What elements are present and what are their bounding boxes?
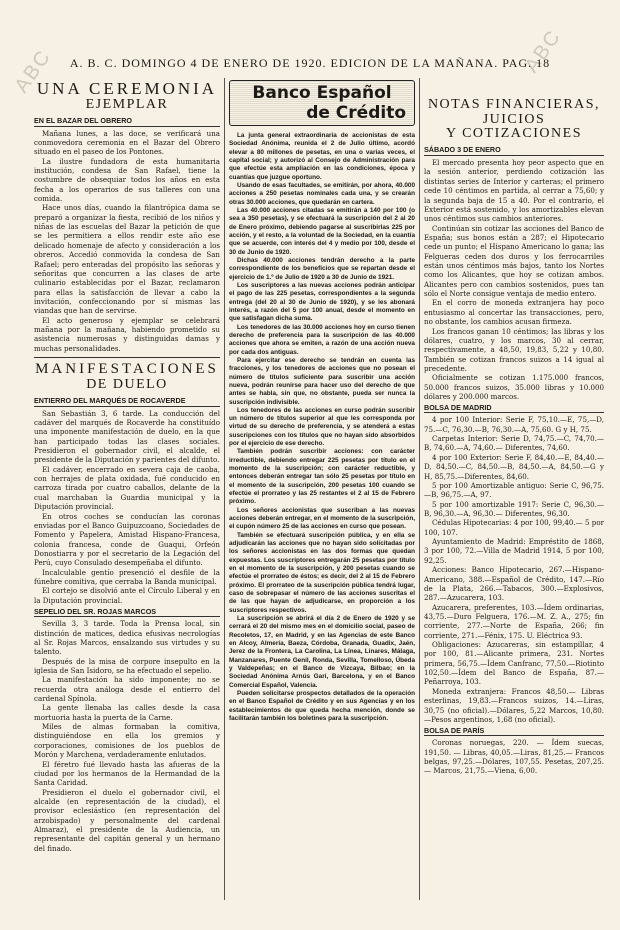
paragraph: Continúan sin cotizar las acciones del Banco de España; sus bonos están a 287; el Hipotecario cede un punto; el Hispano Americano lo gana; las Felgueras ceden dos duros y los ferrocarriles están unos céntimos más bajos, tanto los Nortes como los Alicantes, que hoy se cotizan ambos. Alicantes pero con cambios sostenidos, pues tan sólo el Norte consigue ventaja de medio entero.: [424, 223, 604, 299]
paragraph: Usando de esas facultades, se emitirán, por ahora, 40.000 acciones a 250 pesetas nominales cada una, y se crearán otras 30.000 acciones, que quedarán en cartera.: [229, 181, 415, 206]
paragraph: Obligaciones: Azucareras, sin estampillar, 4 por 100, 81.—Alicante primera, 231. Nortes primera, 56,75.—Ídem Canfranc, 77,50.—Riotinto 102,50.—Ídem del Banco de España, 87.—Peñarroya, 103.: [424, 640, 604, 687]
paragraph: Los francos ganan 10 céntimos; las libras y los dólares, cuatro, y los marcos, 30 al cerrar, respectivamente, a 48,50, 19,83, 5,22 y 10,80. También se cotizan francos suizos a 14 igual al precedente.: [424, 326, 604, 373]
notas-body: [424, 158, 604, 401]
page-header: A. B. C. DOMINGO 4 DE ENERO DE 1920. EDICION DE LA MAÑANA. PAG. 18: [69, 56, 551, 70]
bolsa-paris-body: [424, 738, 604, 775]
duelo-headline: MANIFESTACIONES: [35, 361, 219, 378]
column-rule-2: [419, 78, 420, 900]
banner-line-1: Banco Español: [252, 83, 392, 103]
paragraph: En otros coches se conducían las coronas enviadas por el Banco Guipuzcoano, Sociedades de Fomento y Papelera, Amistad Hispano-Francesa, colonia francesa, conde de Guaqui, Orfeón Donostiarra y por el secretario de la Legación del Perú, cuyo Consulado desempeñaba el difunto.: [34, 511, 220, 568]
watermark-right: ABC: [520, 25, 566, 77]
cotizaciones-headline: Y COTIZACIONES: [446, 126, 582, 142]
sepelio-subhead: SEPELIO DEL SR. ROJAS MARCOS: [34, 607, 220, 617]
paragraph: Después de la misa de corpore insepulto en la iglesia de San Isidoro, se ha efectuado el sepelio.: [34, 656, 220, 675]
paragraph: El acto generoso y ejemplar se celebrará mañana por la mañana, habiendo prometido su asistencia numerosas y distinguidas damas y muchas personalidades.: [34, 315, 220, 353]
entierro-body: [34, 409, 220, 606]
paragraph: 5 por 100 Amortizable antiguo: Serie C, 96,75.—B, 96,75.—A, 97.: [424, 480, 604, 500]
banco-banner: [229, 80, 415, 126]
paragraph: Mañana lunes, a las doce, se verificará una conmovedora ceremonia en el Bazar del Obrero situado en el paseo de los Pontones.: [34, 128, 220, 157]
ceremonia-headline-2: EJEMPLAR: [85, 96, 169, 112]
paragraph: Los tenedores de las 30.000 acciones hoy en curso tienen derecho de preferencia para la suscripción de las 40.000 acciones que ahora se emiten, a razón de una acción nueva por cada dos antiguas.: [229, 323, 415, 356]
bolsa-madrid-subhead: BOLSA DE MADRID: [424, 403, 604, 413]
juicios-headline: JUICIOS: [482, 111, 546, 127]
paragraph: Pueden solicitarse prospectos detallados de la operación en el Banco Español de Crédito y en sus Agencias y en los establecimientos de que queda hecha mención, donde se facilitarán también los boletines para la suscripción.: [229, 689, 415, 722]
sepelio-body: [34, 619, 220, 853]
duelo-headline-2: DE DUELO: [86, 376, 168, 392]
divider: [34, 357, 220, 358]
banner-line-2: de Crédito: [306, 103, 406, 123]
column-rule-1: [224, 78, 225, 900]
paragraph: Azucarera, preferentes, 103.—Ídem ordinarias, 43,75.—Duro Felguera, 176.—M. Z. A., 275; fin corriente, 277.—Norte de España, 266; fin corriente, 271.—Fénix, 175. U. Eléctrica 93.: [424, 602, 604, 640]
bolsa-paris-subhead: BOLSA DE PARÍS: [424, 726, 604, 736]
paragraph: La junta general extraordinaria de accionistas de esta Sociedad Anónima, reunida el 2 de Julio último, acordó elevar a 80 millones de pesetas, en una o varias veces, el capital social; y autorizó al Consejo de Administración para que efectúe esta ampliación en las condiciones, época y cuantías que juzgue oportuno.: [229, 132, 415, 181]
sabado-subhead: SÁBADO 3 DE ENERO: [424, 145, 604, 156]
paragraph: Moneda extranjera: Francos 48,50.— Libras esterlinas, 19,83.—Francos suizos, 14.—Liras, 30,75 (no oficial).—Dólares, 5,22 Marcos, 10,80.—Pesos argentinos, 1,68 (no oficial).: [424, 686, 604, 724]
paragraph: San Sebastián 3, 6 tarde. La conducción del cadáver del marqués de Rocaverde ha constituído una imponente manifestación de duelo, en la que han participado todas las clases sociales. Presidieron el gobernador civil, el alcalde, el presidente de la Diputación y parientes del difunto.: [34, 408, 220, 465]
paragraph: Coronas noruegas, 220. — Ídem suecas, 191,50. — Libras, 40,05.—Liras, 81,25.— Francos belgas, 97,25.—Dólares, 107,55. Pesetas, 207,25.— Marcos, 21,75.—Viena, 6,00.: [424, 738, 604, 776]
paragraph: 5 por 100 amortizable 1917: Serie C, 96,30.—B, 96,30.—A, 96,30.— Diferentes, 96,30.: [424, 499, 604, 518]
paragraph: Las 40.000 acciones citadas se emitirán a 140 por 100 (o sea a 350 pesetas), y se efectuará la suscripción del 2 al 20 de Enero próximo, debiendo pagarse al suscribirlas 225 por acción, y el resto, a la voluntad de la Sociedad, en la cuantía que se acuerde, con interés del 4 y medio por 100, desde el 30 de Junio de 1920.: [229, 206, 415, 256]
entierro-subhead: ENTIERRO DEL MARQUÉS DE ROCAVERDE: [34, 396, 220, 407]
bolsa-madrid-body: [424, 415, 604, 724]
paragraph: Carpetas Interior: Serie D, 74,75.—C, 74,70.—B, 74,60.—A, 74,60.— Diferentes, 74,60.: [424, 434, 604, 453]
middle-column: [229, 80, 415, 723]
paragraph: El cortejo se disolvió ante el Círculo Liberal y en la Diputación provincial.: [34, 586, 220, 605]
paragraph: Ayuntamiento de Madrid: Empréstito de 1868, 3 por 100, 72.—Villa de Madrid 1914, 5 por 100, 92,25.: [424, 537, 604, 565]
notas-headline: NOTAS FINANCIERAS,: [427, 97, 601, 112]
paragraph: Los tenedores de las acciones en curso podrán suscribir un número de títulos superior al que les corresponda por virtud de su derecho de preferencia, y se atenderá a estas suscripciones con los títulos que no hayan sido absorbidos por el ejercicio de ese derecho.: [229, 406, 415, 448]
ceremonia-headline: UNA CEREMONIA: [36, 80, 218, 98]
paragraph: Los señores accionistas que suscriban a las nuevas acciones deberán entregar, en el momento de la suscripción, el cupón número 25 de las acciones en curso que posean.: [229, 506, 415, 531]
paragraph: La suscripción se abrirá el día 2 de Enero de 1920 y se cerrará el 20 del mismo mes en el domicilio social, paseo de Recoletos, 17, en Madrid, y en las Agencias de este Banco en Alcoy, Almería, Baeza, Córdoba, Granada, Guadix, Jaén, Jerez de la Frontera, La Carolina, La Línea, Linares, Málaga, Manzanares, Puente Genil, Ronda, Sevilla, Tomelloso, Úbeda y Valdepeñas; en el Banco de Vizcaya, Bilbao; en la Sociedad Anónima Arnús Garí, Barcelona, y en el Banco Comercial Español, Valencia.: [229, 615, 415, 689]
ceremonia-body: [34, 129, 220, 354]
paragraph: Sevilla 3, 3 tarde. Toda la Prensa local, sin distinción de matices, dedica efusivas necrologías al Sr. Rojas Marcos, ensalzando sus virtudes y su talento.: [34, 619, 220, 657]
paragraph: Miles de almas formaban la comitiva, distinguiéndose en ella los gremios y corporaciones, comisiones de los pueblos de Morón y Marchena, verdaderamente enlutados.: [34, 722, 220, 760]
paragraph: Para ejercitar ese derecho se tendrán en cuenta las fracciones, y los tenedores de acciones que no posean el número de títulos suficiente para suscribir una acción nueva, podrán reunirse para hacer uso del derecho de que antes se habla, sin que, no obstante, pueda ser nunca la suscripción indivisible.: [229, 356, 415, 406]
paragraph: 4 por 100 Exterior: Serie F, 84,40.—E, 84,40.—D, 84,50.—C, 84,50.—B, 84,50.—A, 84,50.—G y H, 85,75.—Diferentes, 84,60.: [424, 452, 604, 481]
paragraph: Los suscriptores a las nuevas acciones podrán anticipar el pago de las 225 pesetas, correspondientes a la segunda entrega (del 20 al 30 de Junio de 1920), y se les abonará interés, a razón del 5 por 100 anual, desde el momento en que satisfagan dicha suma.: [229, 281, 415, 323]
paragraph: Presidieron el duelo el gobernador civil, el alcalde (en representación de la ciudad), el provisor eclesiástico (en representación del arzobispado) y personalmente del cardenal Almaraz), el presidente de la Audiencia, un representante del capitán general y un hermano del finado.: [34, 787, 220, 853]
paragraph: El féretro fué llevado hasta las afueras de la ciudad por los hermanos de la Hermandad de la Santa Caridad.: [34, 759, 220, 788]
paragraph: Cédulas Hipotecarias: 4 por 100, 99,40.— 5 por 100, 107.: [424, 518, 604, 537]
paragraph: El cadáver, encerrado en severa caja de caoba, con herrajes de plata oxidada, fué conducido en carroza tirada por cuatro caballos, delante de la cual marchaban la Guardia municipal y la Diputación provincial.: [34, 464, 220, 512]
paragraph: También podrán suscribir acciones: con carácter irreductible, debiendo entregar 225 pesetas por título en el momento de la suscripción; con carácter reductible, y entonces deberán entregar tan sólo 25 pesetas por título en el momento de la suscripción, 200 pesetas 100 cuando se efectúe el prorrateo y las 25 restantes el 2 al 15 de Febrero próximo.: [229, 448, 415, 506]
right-column: [424, 80, 604, 776]
paragraph: 4 por 100 Interior: Serie F, 75,10.—E, 75,—D, 75.—C, 76,30.—B, 76,30.—A, 75,60. G y H, 75.: [424, 415, 604, 434]
left-column: [34, 80, 220, 853]
paragraph: Incalculable gentío presenció el desfile de la fúnebre comitiva, que cerraba la Banda municipal.: [34, 567, 220, 587]
paragraph: El mercado presenta hoy peor aspecto que en la sesión anterior, perdiendo cotización las distintas series de Interior y carteras; el primero cede 10 céntimos en partida, al cerrar a 75,60; y la segunda baja de 15 a 40. Por el contrario, el Exterior está sostenido, y los amortizables elevan unos céntimos sus cambios anteriores.: [424, 158, 604, 224]
ceremonia-subhead: EN EL BAZAR DEL OBRERO: [34, 116, 220, 127]
paragraph: En el corro de moneda extranjera hay poco entusiasmo al concertar las transacciones, pero, no obstante, los cambios acusan firmeza.: [424, 298, 604, 327]
banco-body: [229, 132, 415, 723]
paragraph: Dichas 40.000 acciones tendrán derecho a la parte correspondiente de los beneficios que se repartan desde el ejercicio de 1.º de Julio de 1920 a 30 de Junio de 1921.: [229, 256, 415, 281]
paragraph: Oficialmente se cotizan 1.175.000 francos, 50.000 francos suizos, 35.000 libras y 10.000 dólares y 200.000 marcos.: [424, 373, 604, 402]
paragraph: La gente llenaba las calles desde la casa mortuoria hasta la puerta de la Carne.: [34, 703, 220, 722]
paragraph: La ilustre fundadora de esta humanitaria institución, condesa de San Rafael, tiene la costumbre de obsequiar todos los años en esta fecha a los operarios de sus talleres con una comida.: [34, 156, 220, 204]
watermark-left: ABC: [10, 45, 56, 97]
paragraph: Hace unos días, cuando la filantrópica dama se preparó a organizar la fiesta, recibió de los niños y niñas de las escuelas del Bazar la petición de que se les permitiera a ellos rendir este año ese delicado homenaje de afecto y consideración a los obreros. Accedió conmovida la condesa de San Rafael; pero enteradas del propósito las señoras y señoritas que concurren a las clases de arte culinario establecidas por el Bazar, reclamaron para ellas la satisfacción de llevar a cabo la invitación, confeccionando por sí mismas las viandas que han de servirse.: [34, 203, 220, 316]
paragraph: Acciones: Banco Hipotecario, 267.—Hispano-Americano, 388.—Español de Crédito, 147.—Río de la Plata, 266.—Tabacos, 300.—Explosivos, 287.—Azucarera, 103.: [424, 565, 604, 603]
paragraph: También se efectuará suscripción pública, y en ella se adjudicarán las acciones que no hayan sido solicitadas por los señores accionistas en las dos formas que quedan expuestas. Los suscriptores entregarán 25 pesetas por título en el momento de la suscripción, y 200 pesetas cuando se efectúe el prorrateo de éstos; es decir, del 2 al 15 de Febrero próximo. El prorrateo de la suscripción pública tendrá lugar, caso de sobrepasar el número de las acciones suscritas el de las que hayan de adjudicarse, en proporción a los suscriptores respectivos.: [229, 531, 415, 614]
paragraph: La manifestación ha sido imponente; no se recuerda otra análoga desde el entierro del cardenal Spínola.: [34, 675, 220, 704]
